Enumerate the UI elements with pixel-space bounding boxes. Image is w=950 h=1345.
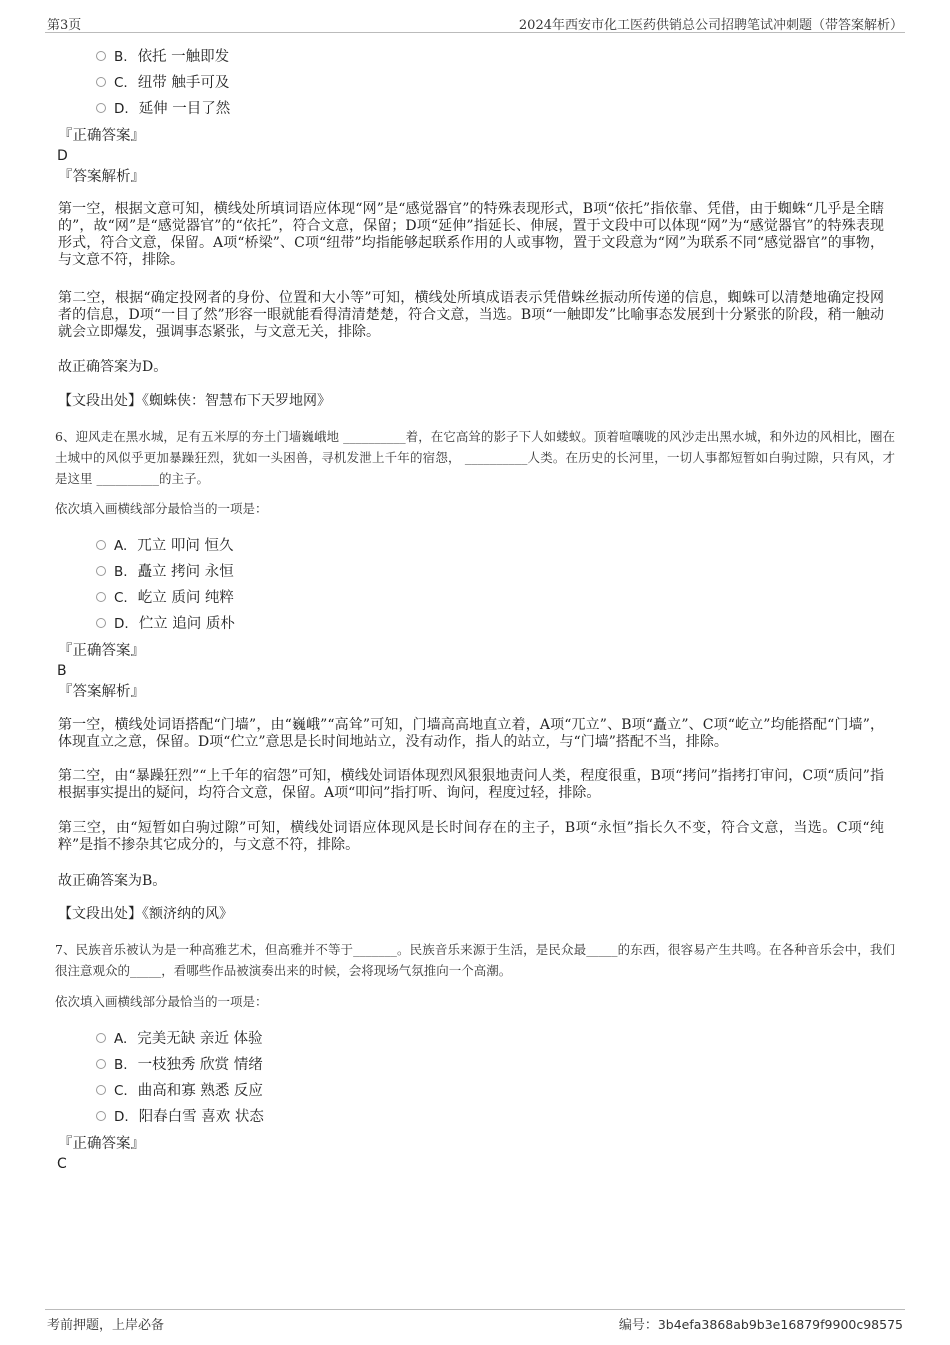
answer-label: 『正确答案』 (58, 643, 145, 659)
question-prompt: 依次填入画横线部分最恰当的一项是： (55, 501, 268, 516)
question-text: 6、迎风走在黑水城，足有五米厚的夯土门墙巍峨地 __________着，在它高耸的影子下人如蝼蚁。顶着喧嚷咙的风沙走出黑水城，和外边的风相比，圈在土城中的风似乎更加暴躁狂烈，犹如一头困兽，寻机发泄上千年的宿怨， __________人类。在历史的长河里，一切人事都短暂如白驹过隙，只有风，才是这里 __________的主子。 (55, 429, 895, 486)
option-radio-q5-d[interactable]: D. 延伸 一目了然 (96, 99, 230, 119)
radio-icon[interactable] (96, 51, 106, 61)
analysis-conclusion: 故正确答案为D。 (58, 359, 168, 375)
answer-value: B (57, 663, 67, 679)
analysis-paragraph: 第三空，由“短暂如白驹过隙”可知，横线处词语应体现风是长时间存在的主子，B项“永恒”指长久不变，符合文意，当选。C项“纯粹”是指不掺杂其它成分的，与文意不符，排除。 (58, 820, 884, 853)
analysis-label: 『答案解析』 (58, 684, 145, 700)
option-radio-q5-b[interactable]: B. 依托 一触即发 (96, 47, 229, 67)
document-title: 2024年西安市化工医药供销总公司招聘笔试冲刺题（带答案解析） (518, 18, 903, 33)
analysis-paragraph: 第一空，根据文意可知，横线处所填词语应体现“网”是“感觉器官”的特殊表现形式，B项“依托”指依靠、凭借，由于蜘蛛“几乎是全瞎的”，故“网”是“感觉器官”的“依托”，符合文意，保留；D项“延伸”指延长、伸展，置于文段中可以体现“网”为“感觉器官”的特殊表现形式，符合文意，保留。A项“桥梁”、C项“纽带”均指能够起联系作用的人或事物，置于文段意为“网”为联系不同“感觉器官”的事物，与文意不符，排除。 (58, 201, 884, 268)
analysis-conclusion: 故正确答案为B。 (58, 873, 167, 889)
document-id-value: 3b4efa3868ab9b3e16879f9900c98575 (657, 1317, 903, 1332)
radio-icon[interactable] (96, 618, 106, 628)
radio-icon[interactable] (96, 1059, 106, 1069)
option-radio-q7-d[interactable]: D. 阳春白雪 喜欢 状态 (96, 1107, 264, 1127)
answer-value: D (57, 148, 68, 164)
analysis-paragraph: 第二空，由“暴躁狂烈”“上千年的宿怨”可知，横线处词语体现烈风狠狠地责问人类，程度很重，B项“拷问”指拷打审问，C项“质问”指根据事实提出的疑问，均符合文意，保留。A项“叩问”指打听、询问，程度过轻，排除。 (58, 768, 884, 801)
source-citation: 【文段出处】《蜘蛛侠：智慧布下天罗地网》 (58, 393, 331, 409)
option-radio-q6-d[interactable]: D. 伫立 追问 质朴 (96, 614, 235, 634)
option-radio-q7-c[interactable]: C. 曲高和寡 熟悉 反应 (96, 1081, 263, 1101)
page-number: 第3页 (47, 18, 82, 33)
option-radio-q6-a[interactable]: A. 兀立 叩问 恒久 (96, 536, 234, 556)
radio-icon[interactable] (96, 566, 106, 576)
source-citation: 【文段出处】《额济纳的风》 (58, 906, 233, 922)
option-radio-q6-b[interactable]: B. 矗立 拷问 永恒 (96, 562, 234, 582)
option-radio-q6-c[interactable]: C. 屹立 质问 纯粹 (96, 588, 234, 608)
option-radio-q7-b[interactable]: B. 一枝独秀 欣赏 情绪 (96, 1055, 263, 1075)
answer-label: 『正确答案』 (58, 128, 145, 144)
radio-icon[interactable] (96, 592, 106, 602)
page-header (45, 12, 905, 33)
analysis-paragraph: 第一空，横线处词语搭配“门墙”，由“巍峨”“高耸”可知，门墙高高地直立着，A项“兀立”、B项“矗立”、C项“屹立”均能搭配“门墙”，体现直立之意，保留。D项“伫立”意思是长时间地站立，没有动作，指人的站立，与“门墙”搭配不当，排除。 (58, 717, 884, 750)
radio-icon[interactable] (96, 1085, 106, 1095)
analysis-paragraph: 第二空，根据“确定投网者的身份、位置和大小等”可知，横线处所填成语表示凭借蛛丝振动所传递的信息，蜘蛛可以清楚地确定投网者的信息，D项“一目了然”形容一眼就能看得清清楚楚，符合文意，当选。B项“一触即发”比喻事态发展到十分紧张的阶段，稍一触动就会立即爆发，强调事态紧张，与文意无关，排除。 (58, 290, 884, 340)
option-radio-q5-c[interactable]: C. 纽带 触手可及 (96, 73, 229, 93)
radio-icon[interactable] (96, 1033, 106, 1043)
radio-icon[interactable] (96, 77, 106, 87)
question-text: 7、民族音乐被认为是一种高雅艺术，但高雅并不等于_______。民族音乐来源于生活，是民众最_____的东西，很容易产生共鸣。在各种音乐会中，我们很注意观众的_____，看哪些作品被演奏出来的时候，会将现场气氛推向一个高潮。 (55, 942, 895, 978)
footer-slogan: 考前押题，上岸必备 (47, 1318, 165, 1333)
answer-value: C (57, 1156, 67, 1172)
radio-icon[interactable] (96, 540, 106, 550)
option-radio-q7-a[interactable]: A. 完美无缺 亲近 体验 (96, 1029, 263, 1049)
answer-label: 『正确答案』 (58, 1136, 145, 1152)
document-id-label: 编号： (618, 1318, 658, 1333)
radio-icon[interactable] (96, 103, 106, 113)
analysis-label: 『答案解析』 (58, 169, 145, 185)
question-prompt: 依次填入画横线部分最恰当的一项是： (55, 994, 268, 1009)
document-id (619, 1314, 903, 1333)
page-footer (45, 1309, 905, 1334)
radio-icon[interactable] (96, 1111, 106, 1121)
